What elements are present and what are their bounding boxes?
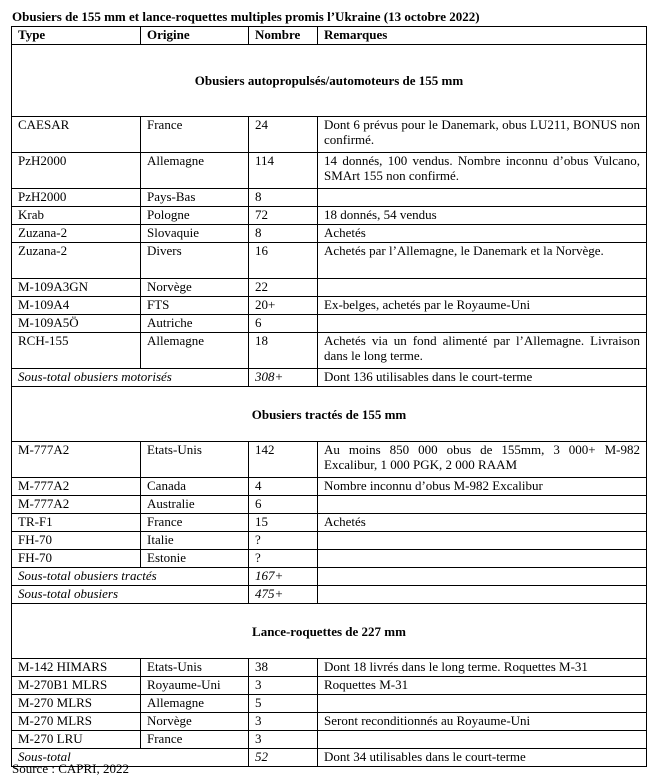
table-row xyxy=(12,315,647,333)
table-row xyxy=(12,550,647,568)
cell-remarques: Nombre inconnu d’obus M-982 Excalibur xyxy=(318,478,647,496)
cell-nombre: 3 xyxy=(249,677,318,695)
cell-nombre: 8 xyxy=(249,225,318,243)
cell-type: CAESAR xyxy=(12,117,141,153)
cell-nombre: 3 xyxy=(249,713,318,731)
cell-type: RCH-155 xyxy=(12,333,141,369)
column-header-type: Type xyxy=(12,27,141,45)
subtotal-label: Sous-total xyxy=(12,749,249,767)
table-row xyxy=(12,514,647,532)
table-row xyxy=(12,713,647,731)
cell-remarques xyxy=(318,315,647,333)
column-header-nombre: Nombre xyxy=(249,27,318,45)
section-header-row xyxy=(12,604,647,659)
cell-origine: France xyxy=(141,514,249,532)
cell-remarques: Au moins 850 000 obus de 155mm, 3 000+ M-982 Excalibur, 1 000 PGK, 2 000 RAAM xyxy=(318,442,647,478)
table-row xyxy=(12,225,647,243)
subtotal-remarques: Dont 34 utilisables dans le court-terme xyxy=(318,749,647,767)
subtotal-nombre: 167+ xyxy=(249,568,318,586)
cell-type: Krab xyxy=(12,207,141,225)
table-row xyxy=(12,297,647,315)
section-title: Obusiers autopropulsés/automoteurs de 155 mm xyxy=(12,45,647,117)
table-header-row xyxy=(12,27,647,45)
cell-nombre: 8 xyxy=(249,189,318,207)
subtotal-nombre: 475+ xyxy=(249,586,318,604)
cell-remarques: Seront reconditionnés au Royaume-Uni xyxy=(318,713,647,731)
cell-origine: Allemagne xyxy=(141,333,249,369)
cell-type: M-109A5Ö xyxy=(12,315,141,333)
cell-type: TR-F1 xyxy=(12,514,141,532)
section-header-row xyxy=(12,45,647,117)
cell-type: M-270 MLRS xyxy=(12,695,141,713)
cell-remarques: Dont 18 livrés dans le long terme. Roquettes M-31 xyxy=(318,659,647,677)
table-row xyxy=(12,243,647,279)
cell-remarques: Ex-belges, achetés par le Royaume-Uni xyxy=(318,297,647,315)
cell-origine: Etats-Unis xyxy=(141,442,249,478)
cell-remarques xyxy=(318,496,647,514)
cell-type: M-777A2 xyxy=(12,442,141,478)
cell-nombre: 24 xyxy=(249,117,318,153)
cell-remarques: Dont 6 prévus pour le Danemark, obus LU211, BONUS non confirmé. xyxy=(318,117,647,153)
cell-remarques xyxy=(318,532,647,550)
cell-nombre: 20+ xyxy=(249,297,318,315)
cell-type: FH-70 xyxy=(12,550,141,568)
cell-origine: Pologne xyxy=(141,207,249,225)
subtotal-label: Sous-total obusiers tractés xyxy=(12,568,249,586)
cell-remarques: Roquettes M-31 xyxy=(318,677,647,695)
cell-origine: Estonie xyxy=(141,550,249,568)
section-title: Lance-roquettes de 227 mm xyxy=(12,604,647,659)
table-row xyxy=(12,496,647,514)
cell-origine: Australie xyxy=(141,496,249,514)
subtotal-remarques: Dont 136 utilisables dans le court-terme xyxy=(318,369,647,387)
cell-origine: France xyxy=(141,117,249,153)
table-row xyxy=(12,731,647,749)
subtotal-remarques xyxy=(318,568,647,586)
cell-type: FH-70 xyxy=(12,532,141,550)
cell-type: Zuzana-2 xyxy=(12,243,141,279)
cell-remarques: 14 donnés, 100 vendus. Nombre inconnu d’obus Vulcano, SMArt 155 non confirmé. xyxy=(318,153,647,189)
cell-type: M-142 HIMARS xyxy=(12,659,141,677)
cell-remarques xyxy=(318,695,647,713)
cell-nombre: ? xyxy=(249,550,318,568)
cell-origine: Norvège xyxy=(141,279,249,297)
document-title: Obusiers de 155 mm et lance-roquettes multiples promis l’Ukraine (13 octobre 2022) xyxy=(12,9,480,24)
cell-type: M-270 LRU xyxy=(12,731,141,749)
cell-nombre: 18 xyxy=(249,333,318,369)
cell-origine: Pays-Bas xyxy=(141,189,249,207)
cell-nombre: 22 xyxy=(249,279,318,297)
cell-type: M-777A2 xyxy=(12,496,141,514)
cell-remarques: 18 donnés, 54 vendus xyxy=(318,207,647,225)
cell-remarques: Achetés xyxy=(318,225,647,243)
cell-origine: Autriche xyxy=(141,315,249,333)
table-row xyxy=(12,659,647,677)
subtotal-nombre: 52 xyxy=(249,749,318,767)
section-title: Obusiers tractés de 155 mm xyxy=(12,387,647,442)
cell-type: M-777A2 xyxy=(12,478,141,496)
cell-type: PzH2000 xyxy=(12,189,141,207)
cell-remarques xyxy=(318,279,647,297)
cell-nombre: 3 xyxy=(249,731,318,749)
table-row xyxy=(12,117,647,153)
cell-nombre: 38 xyxy=(249,659,318,677)
cell-origine: Etats-Unis xyxy=(141,659,249,677)
cell-remarques: Achetés par l’Allemagne, le Danemark et la Norvège. xyxy=(318,243,647,279)
table-row xyxy=(12,153,647,189)
cell-nombre: 15 xyxy=(249,514,318,532)
column-header-remarques: Remarques xyxy=(318,27,647,45)
subtotal-nombre: 308+ xyxy=(249,369,318,387)
cell-type: PzH2000 xyxy=(12,153,141,189)
source-note: Source : CAPRI, 2022 xyxy=(12,761,129,776)
cell-remarques xyxy=(318,731,647,749)
cell-nombre: 5 xyxy=(249,695,318,713)
cell-type: M-270B1 MLRS xyxy=(12,677,141,695)
table-row xyxy=(12,279,647,297)
cell-remarques: Achetés via un fond alimenté par l’Allemagne. Livraison dans le long terme. xyxy=(318,333,647,369)
cell-origine: Allemagne xyxy=(141,153,249,189)
subtotal-row xyxy=(12,568,647,586)
cell-remarques xyxy=(318,189,647,207)
cell-nombre: ? xyxy=(249,532,318,550)
cell-remarques: Achetés xyxy=(318,514,647,532)
subtotal-label: Sous-total obusiers motorisés xyxy=(12,369,249,387)
table-row xyxy=(12,189,647,207)
cell-origine: Norvège xyxy=(141,713,249,731)
cell-origine: France xyxy=(141,731,249,749)
cell-nombre: 6 xyxy=(249,315,318,333)
cell-nombre: 142 xyxy=(249,442,318,478)
cell-origine: Italie xyxy=(141,532,249,550)
table-row xyxy=(12,442,647,478)
cell-origine: FTS xyxy=(141,297,249,315)
table-row xyxy=(12,478,647,496)
table-body xyxy=(12,45,647,767)
cell-type: M-109A4 xyxy=(12,297,141,315)
subtotal-remarques xyxy=(318,586,647,604)
cell-nombre: 16 xyxy=(249,243,318,279)
table-row xyxy=(12,207,647,225)
cell-origine: Slovaquie xyxy=(141,225,249,243)
cell-origine: Canada xyxy=(141,478,249,496)
cell-remarques xyxy=(318,550,647,568)
cell-type: Zuzana-2 xyxy=(12,225,141,243)
cell-nombre: 72 xyxy=(249,207,318,225)
table-row xyxy=(12,532,647,550)
column-header-origine: Origine xyxy=(141,27,249,45)
cell-nombre: 114 xyxy=(249,153,318,189)
subtotal-label: Sous-total obusiers xyxy=(12,586,249,604)
section-header-row xyxy=(12,387,647,442)
subtotal-row xyxy=(12,369,647,387)
cell-origine: Allemagne xyxy=(141,695,249,713)
table-row xyxy=(12,677,647,695)
cell-nombre: 4 xyxy=(249,478,318,496)
cell-nombre: 6 xyxy=(249,496,318,514)
cell-origine: Royaume-Uni xyxy=(141,677,249,695)
equipment-table xyxy=(11,26,647,767)
cell-type: M-270 MLRS xyxy=(12,713,141,731)
subtotal-row xyxy=(12,586,647,604)
cell-type: M-109A3GN xyxy=(12,279,141,297)
table-row xyxy=(12,695,647,713)
table-row xyxy=(12,333,647,369)
cell-origine: Divers xyxy=(141,243,249,279)
